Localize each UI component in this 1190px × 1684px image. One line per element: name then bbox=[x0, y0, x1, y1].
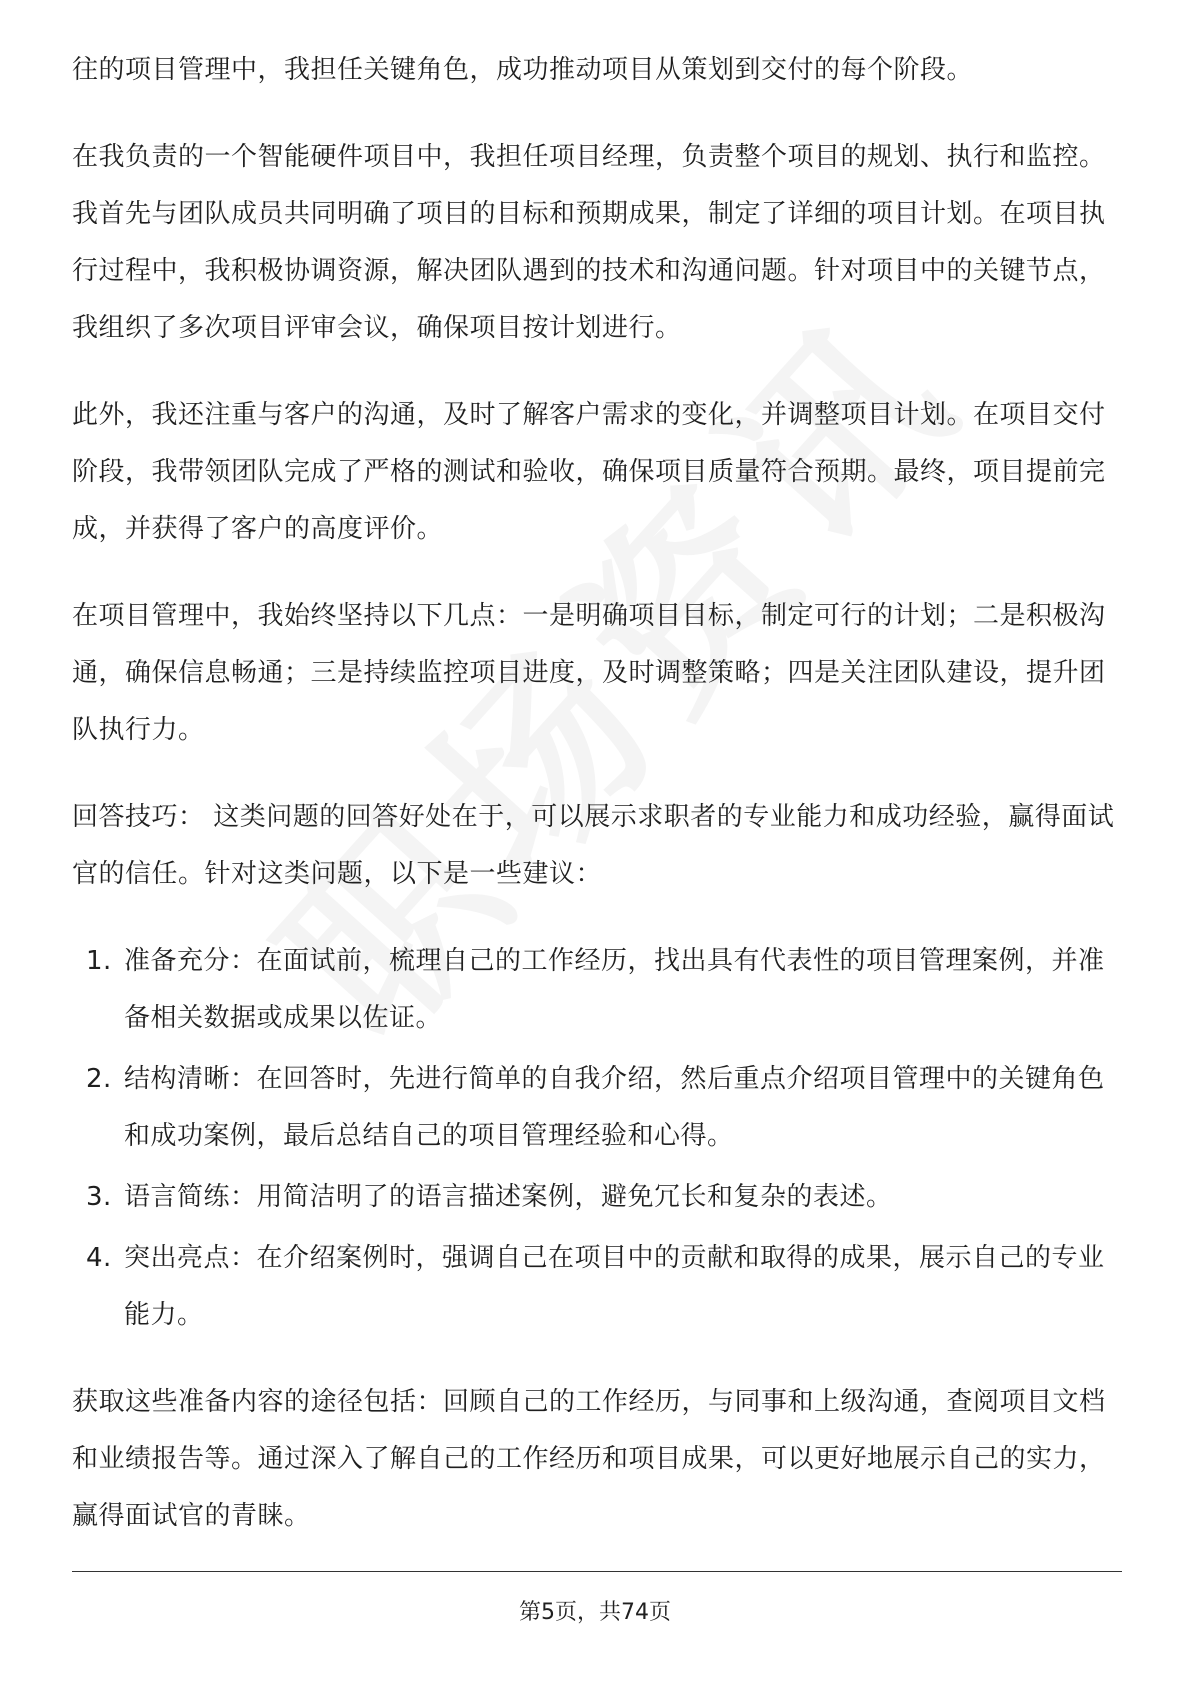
tips-list bbox=[72, 933, 1122, 1344]
paragraph-preparation-sources: 获取这些准备内容的途径包括：回顾自己的工作经历，与同事和上级沟通，查阅项目文档和业绩报告等。通过深入了解自己的工作经历和项目成果，可以更好地展示自己的实力，赢得面试官的青睐。 bbox=[72, 1387, 1106, 1531]
paragraph-client-communication: 此外，我还注重与客户的沟通，及时了解客户需求的变化，并调整项目计划。在项目交付阶段，我带领团队完成了严格的测试和验收，确保项目质量符合预期。最终，项目提前完成，并获得了客户的高度评价。 bbox=[72, 400, 1106, 544]
list-item-text: 准备充分：在面试前，梳理自己的工作经历，找出具有代表性的项目管理案例，并准备相关数据或成果以佐证。 bbox=[124, 946, 1105, 1033]
paragraph-intro-end: 往的项目管理中，我担任关键角色，成功推动项目从策划到交付的每个阶段。 bbox=[72, 55, 974, 85]
list-item-number: 2. bbox=[86, 1064, 112, 1094]
list-item bbox=[72, 1230, 1122, 1344]
footer-divider bbox=[72, 1571, 1122, 1572]
list-item-text: 突出亮点：在介绍案例时，强调自己在项目中的贡献和取得的成果，展示自己的专业能力。 bbox=[124, 1243, 1105, 1330]
list-item-text: 结构清晰：在回答时，先进行简单的自我介绍，然后重点介绍项目管理中的关键角色和成功案例，最后总结自己的项目管理经验和心得。 bbox=[124, 1064, 1105, 1151]
paragraph-project-case: 在我负责的一个智能硬件项目中，我担任项目经理，负责整个项目的规划、执行和监控。我首先与团队成员共同明确了项目的目标和预期成果，制定了详细的项目计划。在项目执行过程中，我积极协调资源，解决团队遇到的技术和沟通问题。针对项目中的关键节点，我组织了多次项目评审会议，确保项目按计划进行。 bbox=[72, 142, 1106, 343]
paragraph-answer-tips: 回答技巧： 这类问题的回答好处在于，可以展示求职者的专业能力和成功经验，赢得面试官的信任。针对这类问题，以下是一些建议： bbox=[72, 802, 1115, 889]
list-item-number: 3. bbox=[86, 1182, 112, 1212]
page-number: 第5页，共74页 bbox=[519, 1600, 671, 1625]
paragraph-management-principles: 在项目管理中，我始终坚持以下几点：一是明确项目目标，制定可行的计划；二是积极沟通，确保信息畅通；三是持续监控项目进度，及时调整策略；四是关注团队建设，提升团队执行力。 bbox=[72, 601, 1106, 745]
list-item-text: 语言简练：用简洁明了的语言描述案例，避免冗长和复杂的表述。 bbox=[124, 1182, 893, 1212]
list-item-number: 1. bbox=[86, 946, 112, 976]
list-item bbox=[72, 933, 1122, 1047]
document-body bbox=[72, 42, 1122, 1575]
list-item bbox=[72, 1051, 1122, 1165]
list-item bbox=[72, 1169, 1122, 1226]
list-item-number: 4. bbox=[86, 1243, 112, 1273]
